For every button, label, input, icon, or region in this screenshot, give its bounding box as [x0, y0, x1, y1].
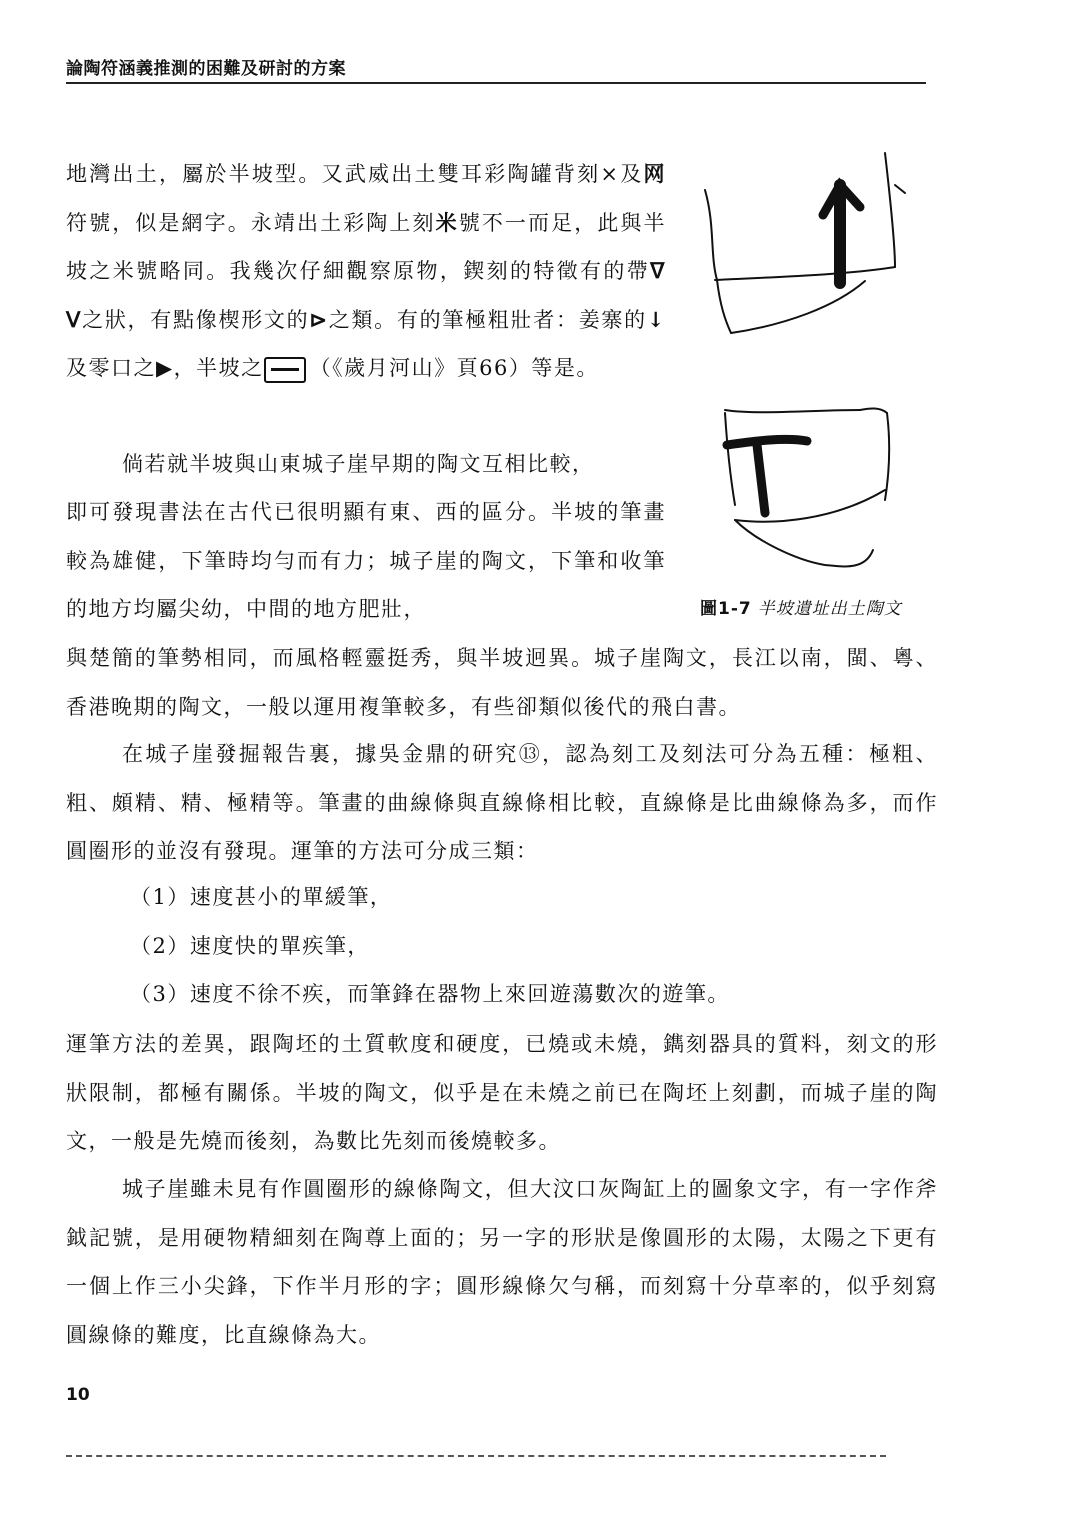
- mi-glyph: 米: [112, 259, 137, 283]
- net-glyph: 网: [643, 161, 666, 186]
- list-item: （1）速度甚小的單緩筆，: [130, 885, 393, 909]
- p1-text: 號略同。我幾次仔細觀察原物，鍥刻的特徵有的帶: [136, 259, 651, 283]
- figure-caption-text: 半坡遺址出土陶文: [757, 599, 902, 619]
- p1-text: （《歲月河山》頁66）等是。: [309, 356, 599, 380]
- list-item: （2）速度快的單疾筆，: [130, 933, 370, 958]
- p1-text: 之類。有的筆極粗壯者：姜寨的: [328, 307, 647, 332]
- flag-glyph: ▶: [156, 355, 174, 380]
- paragraph-2-first-line: 倘若就半坡與山東城子崖早期的陶文互相比較，: [122, 452, 595, 476]
- paragraph-3: 與楚簡的筆勢相同，而風格輕靈挺秀，與半坡迥異。城子崖陶文，長江以南，閩、粵、香港晚期的陶文，一般以運用複筆較多，有些卻類似後代的飛白書。: [66, 646, 938, 719]
- figure-number: 圖1-7: [700, 599, 752, 619]
- wedge-glyph: ⊳: [309, 306, 329, 332]
- paragraph-2: 即可發現書法在古代已很明顯有東、西的區分。半坡的筆畫較為雄健，下筆時均勻而有力；城子崖的陶文，下筆和收筆的地方均屬尖幼，中間的地方肥壯，: [66, 500, 666, 621]
- p1-text: 號不一而足，此與半坡之: [66, 210, 667, 283]
- paragraph-5: 運筆方法的差異，跟陶坯的土質軟度和硬度，已燒或未燒，鐫刻器具的質料，刻文的形狀限制，都極有關係。半坡的陶文，似乎是在未燒之前已在陶坯上刻劃，而城子崖的陶文，一般是先燒而後刻，為數比先刻而後燒較多。: [66, 1032, 938, 1153]
- triangle-glyphs: ᐁ ᐯ: [66, 258, 667, 332]
- paragraph-1: [66, 150, 666, 393]
- p1-text: 地灣出土，屬於半坡型。又武威出土雙耳彩陶罐背刻: [66, 162, 601, 186]
- p1-text: 及零口之: [66, 356, 156, 380]
- paragraph-6: 城子崖雖未見有作圓圈形的線條陶文，但大汶口灰陶缸上的圖象文字，有一字作斧鉞記號，是用硬物精細刻在陶尊上面的；另一字的形狀是像圓形的太陽，太陽之下更有一個上作三小尖鋒，下作半月形的字；圓形線條欠勻稱，而刻寫十分草率的，似乎刻寫圓線條的難度，比直線條為大。: [66, 1177, 938, 1347]
- figure-caption: [700, 594, 902, 619]
- p1-text: 符號，似是網字。永靖出土彩陶上刻: [66, 210, 436, 235]
- mi-glyph: 米: [435, 209, 459, 235]
- p1-text: ×及: [600, 162, 644, 186]
- brush-method-list: [130, 873, 730, 1019]
- banpo-stamp-icon: [264, 357, 306, 383]
- list-item: （3）速度不徐不疾，而筆鋒在器物上來回遊蕩數次的遊筆。: [130, 982, 730, 1006]
- bottom-rule: [66, 1455, 886, 1457]
- page-number: 10: [66, 1385, 90, 1405]
- arrow-glyph: ↓: [646, 306, 666, 332]
- paragraph-4: 在城子崖發掘報告裏，據吳金鼎的研究⑬，認為刻工及刻法可分為五種：極粗、粗、頗精、精、極精等。筆畫的曲線條與直線條相比較，直線條是比曲線條為多，而作圓圈形的並沒有發現。運筆的方法可分成三類：: [66, 742, 938, 863]
- p1-text: 之狀，有點像楔形文的: [81, 307, 310, 332]
- pottery-sherd-drawings: [695, 145, 935, 585]
- header-rule: [66, 82, 926, 84]
- running-head: 論陶符涵義推測的困難及研討的方案: [66, 59, 346, 79]
- figure-pottery-marks: [695, 145, 935, 585]
- p1-text: ，半坡之: [173, 356, 264, 380]
